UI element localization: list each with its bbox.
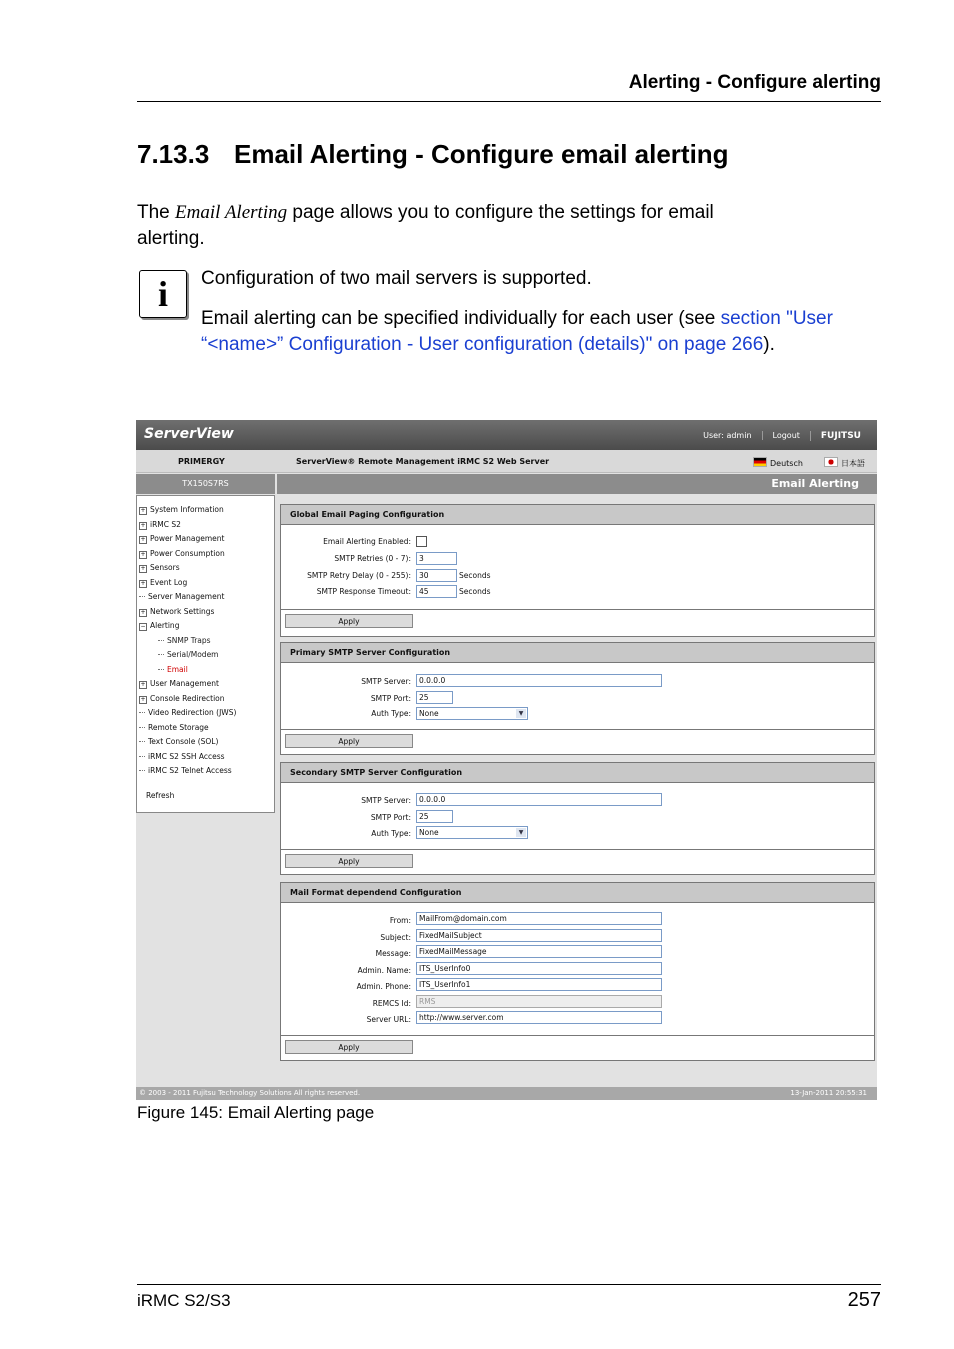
note-text-before: Email alerting can be specified individually for each user (see bbox=[201, 308, 721, 329]
admin-phone-label: Admin. Phone: bbox=[356, 982, 411, 991]
admin-name-label: Admin. Name: bbox=[357, 966, 411, 975]
delay-unit-label: Seconds bbox=[459, 571, 491, 580]
sidebar-item-label: SNMP Traps bbox=[167, 635, 211, 645]
apply-row bbox=[281, 849, 874, 874]
sidebar-item-label: User Management bbox=[150, 679, 219, 688]
smtp-retry-delay-input[interactable]: 30 bbox=[416, 569, 457, 582]
smtp-retries-label: SMTP Retries (0 - 7): bbox=[334, 554, 411, 563]
top-bar bbox=[136, 420, 877, 450]
german-flag-icon bbox=[753, 457, 767, 467]
app-title: ServerView® Remote Management iRMC S2 Web Server bbox=[296, 457, 550, 466]
sidebar-item-sensors[interactable] bbox=[139, 563, 180, 573]
sidebar-item-console-redirection[interactable] bbox=[139, 694, 225, 704]
tree-connector-icon bbox=[158, 669, 164, 670]
secondary-port-label: SMTP Port: bbox=[370, 813, 411, 822]
expand-icon[interactable]: + bbox=[140, 507, 146, 514]
serverview-logo: ServerView bbox=[144, 426, 234, 442]
tree-connector-icon bbox=[139, 741, 145, 742]
expand-icon[interactable]: + bbox=[140, 695, 146, 703]
note-line-1: Configuration of two mail servers is supported. bbox=[201, 268, 592, 289]
secondary-smtp-panel bbox=[280, 762, 875, 875]
smtp-timeout-input[interactable]: 45 bbox=[416, 585, 457, 598]
sidebar-item-irmc-s2-telnet-access[interactable] bbox=[139, 766, 232, 775]
primary-port-input[interactable]: 25 bbox=[416, 691, 453, 704]
sidebar-item-event-log[interactable] bbox=[139, 578, 187, 588]
note-text-after: ). bbox=[763, 334, 775, 355]
sidebar-item-label: Event Log bbox=[150, 577, 188, 587]
running-header: Alerting - Configure alerting bbox=[628, 72, 881, 93]
subject-input[interactable]: FixedMailSubject bbox=[416, 929, 662, 942]
server-url-input[interactable]: http://www.server.com bbox=[416, 1011, 662, 1024]
panel-title: Secondary SMTP Server Configuration bbox=[281, 763, 874, 783]
footer-rule bbox=[137, 1284, 881, 1285]
collapse-icon[interactable]: − bbox=[140, 623, 146, 630]
sidebar-item-snmp-traps[interactable] bbox=[158, 636, 211, 645]
sub-bar bbox=[136, 450, 877, 473]
apply-row bbox=[281, 609, 874, 636]
panel-title: Primary SMTP Server Configuration bbox=[281, 643, 874, 663]
sidebar-item-alerting[interactable] bbox=[139, 621, 179, 631]
sidebar-item-label: Server Management bbox=[148, 592, 225, 601]
panel-title: Mail Format dependend Configuration bbox=[281, 883, 874, 903]
primary-auth-select[interactable] bbox=[416, 707, 528, 720]
expand-icon[interactable]: + bbox=[140, 608, 146, 616]
sidebar-item-video-redirection-jws[interactable] bbox=[139, 708, 236, 717]
language-japanese-label: 日本語 bbox=[841, 459, 865, 468]
sidebar-item-label: Network Settings bbox=[150, 606, 215, 616]
secondary-auth-label: Auth Type: bbox=[371, 829, 411, 838]
expand-icon[interactable]: + bbox=[140, 681, 146, 688]
chevron-down-icon: ▼ bbox=[516, 709, 526, 718]
sidebar-item-label: Email bbox=[167, 664, 188, 674]
primary-smtp-panel bbox=[280, 642, 875, 755]
email-alerting-screenshot bbox=[136, 420, 877, 1100]
sidebar-item-power-consumption[interactable] bbox=[139, 549, 225, 559]
admin-phone-input[interactable]: ITS_UserInfo1 bbox=[416, 978, 662, 991]
message-input[interactable]: FixedMailMessage bbox=[416, 945, 662, 958]
smtp-timeout-label: SMTP Response Timeout: bbox=[316, 587, 411, 596]
sidebar-item-server-management[interactable] bbox=[139, 592, 224, 601]
tree-connector-icon bbox=[139, 770, 145, 771]
email-enabled-label: Email Alerting Enabled: bbox=[323, 537, 411, 546]
sidebar-item-serial-modem[interactable] bbox=[158, 650, 219, 659]
fujitsu-logo: FUJITSU bbox=[810, 431, 871, 441]
sidebar-item-label: Remote Storage bbox=[148, 722, 209, 732]
user-links bbox=[693, 431, 871, 441]
sidebar-item-label: iRMC S2 bbox=[150, 519, 181, 529]
smtp-retry-delay-label: SMTP Retry Delay (0 - 255): bbox=[307, 571, 411, 580]
page-number: 257 bbox=[847, 1289, 881, 1311]
sidebar-item-email[interactable] bbox=[158, 665, 188, 674]
server-url-label: Server URL: bbox=[366, 1015, 411, 1024]
sidebar-item-label: iRMC S2 SSH Access bbox=[148, 751, 225, 761]
tree-connector-icon bbox=[139, 596, 145, 597]
subject-label: Subject: bbox=[380, 933, 411, 942]
expand-icon[interactable]: + bbox=[140, 521, 146, 529]
sidebar-item-remote-storage[interactable] bbox=[139, 723, 209, 732]
primary-port-label: SMTP Port: bbox=[370, 694, 411, 703]
figure-caption: Figure 145: Email Alerting page bbox=[137, 1103, 375, 1122]
from-input[interactable]: MailFrom@domain.com bbox=[416, 912, 662, 925]
panel-title: Global Email Paging Configuration bbox=[281, 505, 874, 525]
document-name: iRMC S2/S3 bbox=[137, 1291, 231, 1310]
sidebar-item-label: iRMC S2 Telnet Access bbox=[148, 766, 232, 775]
sidebar-item-system-information[interactable] bbox=[139, 505, 224, 515]
product-label: PRIMERGY bbox=[178, 457, 225, 466]
sidebar-item-label: Serial/Modem bbox=[167, 650, 219, 659]
tree-connector-icon bbox=[139, 712, 145, 713]
navigation-tree bbox=[136, 495, 275, 813]
sidebar-item-label: Alerting bbox=[150, 621, 180, 630]
timeout-unit-label: Seconds bbox=[459, 587, 491, 596]
sidebar-item-label: Text Console (SOL) bbox=[148, 737, 219, 746]
section-number: 7.13.3 bbox=[137, 139, 210, 169]
section-title bbox=[137, 139, 729, 170]
secondary-server-label: SMTP Server: bbox=[361, 796, 411, 805]
secondary-server-input[interactable]: 0.0.0.0 bbox=[416, 793, 662, 806]
secondary-auth-select[interactable] bbox=[416, 826, 528, 839]
remcs-id-input: RMS bbox=[416, 995, 662, 1008]
expand-icon[interactable]: + bbox=[140, 579, 146, 587]
language-japanese[interactable] bbox=[824, 457, 865, 469]
sidebar-item-user-management[interactable] bbox=[139, 679, 219, 689]
sidebar-item-label: Power Consumption bbox=[150, 548, 225, 558]
timestamp: 13-Jan-2011 20:55:31 bbox=[790, 1089, 867, 1097]
apply-mail-format-button[interactable]: Apply bbox=[285, 1040, 413, 1054]
apply-primary-button[interactable]: Apply bbox=[285, 734, 413, 748]
smtp-retries-input[interactable]: 3 bbox=[416, 552, 457, 565]
expand-icon[interactable]: + bbox=[140, 565, 146, 572]
apply-secondary-button[interactable]: Apply bbox=[285, 854, 413, 868]
sidebar-item-label: Power Management bbox=[150, 534, 225, 543]
primary-server-input[interactable]: 0.0.0.0 bbox=[416, 674, 662, 687]
remcs-id-label: REMCS Id: bbox=[372, 999, 411, 1008]
sidebar-item-irmc-s2-ssh-access[interactable] bbox=[139, 752, 225, 761]
tree-connector-icon bbox=[158, 640, 164, 641]
secondary-port-input[interactable]: 25 bbox=[416, 810, 453, 823]
sidebar-item-label: Sensors bbox=[150, 563, 180, 572]
email-enabled-checkbox[interactable] bbox=[416, 536, 427, 547]
expand-icon[interactable]: + bbox=[140, 550, 146, 558]
apply-global-button[interactable]: Apply bbox=[285, 614, 413, 628]
model-tab: TX150S7RS bbox=[136, 474, 275, 494]
expand-icon[interactable]: + bbox=[140, 536, 146, 543]
intro-paragraph bbox=[137, 200, 757, 252]
logout-link[interactable]: Logout bbox=[762, 431, 810, 440]
sidebar-item-label: Video Redirection (JWS) bbox=[148, 708, 237, 717]
sidebar-item-label: Console Redirection bbox=[150, 693, 225, 703]
secondary-auth-value: None bbox=[419, 828, 439, 837]
mail-format-panel bbox=[280, 882, 875, 1061]
sidebar-item-irmc-s2[interactable] bbox=[139, 520, 181, 530]
from-label: From: bbox=[389, 916, 411, 925]
intro-text-before: The bbox=[137, 202, 176, 223]
refresh-link[interactable]: Refresh bbox=[146, 791, 175, 800]
admin-name-input[interactable]: ITS_UserInfo0 bbox=[416, 962, 662, 975]
language-deutsch-label: Deutsch bbox=[770, 459, 803, 468]
cross-reference-link[interactable]: section "User “<name>” Configuration - User configuration (details)" on page 266 bbox=[201, 308, 833, 355]
info-icon: i bbox=[139, 270, 187, 318]
sidebar-item-power-management[interactable] bbox=[139, 534, 224, 544]
copyright: © 2003 - 2011 Fujitsu Technology Solutions All rights reserved. bbox=[139, 1089, 361, 1097]
note-line-2 bbox=[201, 306, 871, 358]
tree-connector-icon bbox=[139, 727, 145, 728]
primary-auth-label: Auth Type: bbox=[371, 709, 411, 718]
user-label: User: admin bbox=[703, 431, 752, 440]
intro-text-after: page allows you to configure the settings for email alerting. bbox=[137, 202, 714, 249]
apply-row bbox=[281, 1035, 874, 1060]
apply-row bbox=[281, 729, 874, 754]
intro-page-name: Email Alerting bbox=[175, 202, 288, 223]
language-deutsch[interactable] bbox=[753, 457, 803, 468]
tree-connector-icon bbox=[158, 654, 164, 655]
chevron-down-icon: ▼ bbox=[516, 828, 526, 837]
global-email-panel bbox=[280, 504, 875, 637]
sidebar-item-network-settings[interactable] bbox=[139, 607, 214, 617]
primary-server-label: SMTP Server: bbox=[361, 677, 411, 686]
screenshot-footer bbox=[136, 1087, 877, 1100]
message-label: Message: bbox=[375, 949, 411, 958]
section-heading: Email Alerting - Configure email alerting bbox=[234, 139, 729, 169]
header-rule bbox=[137, 101, 881, 102]
sidebar-item-label: System Information bbox=[150, 505, 224, 514]
sidebar-item-text-console-sol[interactable] bbox=[139, 737, 218, 746]
page-tab: Email Alerting bbox=[277, 474, 877, 494]
info-note bbox=[201, 266, 871, 372]
primary-auth-value: None bbox=[419, 709, 439, 718]
tree-connector-icon bbox=[139, 756, 145, 757]
japan-flag-icon bbox=[824, 457, 838, 467]
